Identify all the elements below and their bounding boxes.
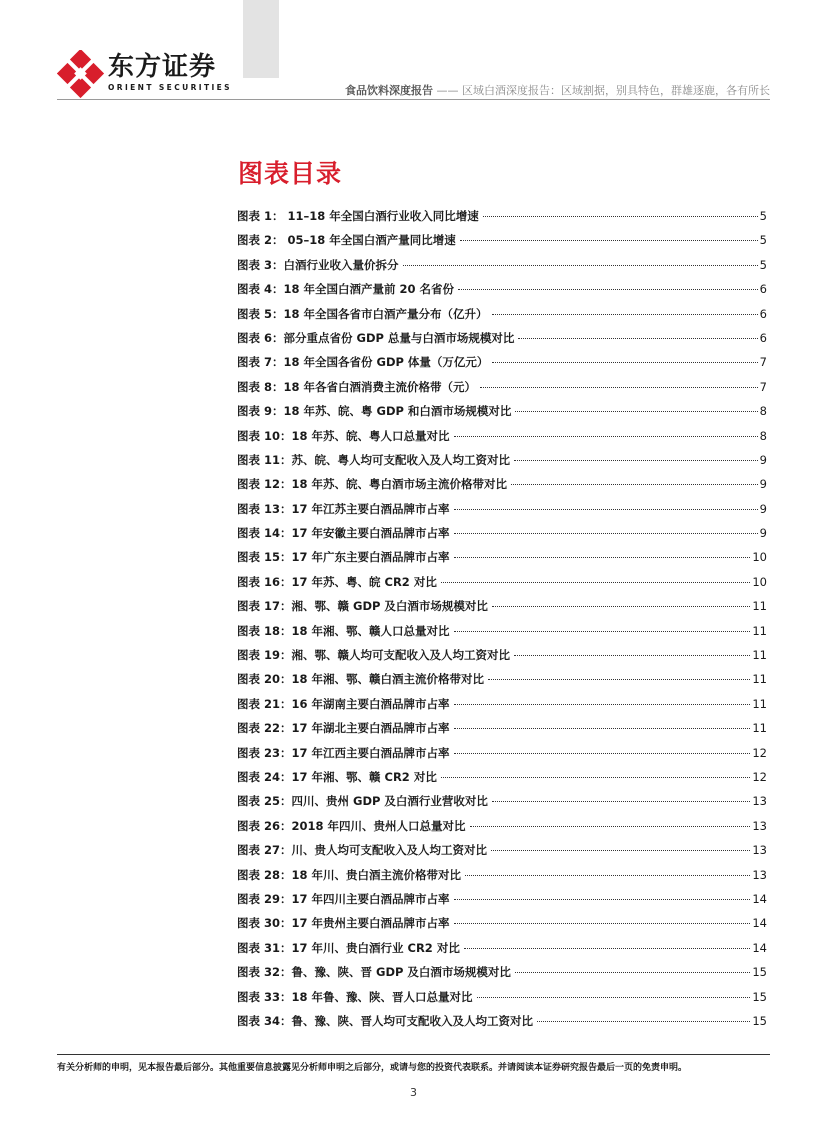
toc-entry-page: 13 <box>752 867 767 882</box>
toc-entry-page: 5 <box>759 209 767 223</box>
toc-entry[interactable] <box>237 745 767 769</box>
toc-dot-leader <box>464 948 751 949</box>
toc-dot-leader <box>454 704 751 705</box>
toc-dot-leader <box>460 240 758 241</box>
toc-entry-label: 图表 11：苏、皖、粤人均可支配收入及人均工资对比 <box>237 452 511 467</box>
toc-dot-leader <box>480 387 758 388</box>
toc-entry-label: 图表 6：部分重点省份 GDP 总量与白酒市场规模对比 <box>237 330 515 345</box>
toc-entry-label: 图表 19：湘、鄂、赣人均可支配收入及人均工资对比 <box>237 648 511 663</box>
toc-dot-leader <box>492 362 757 363</box>
toc-entry-page: 15 <box>752 1013 767 1028</box>
toc-entry-label: 图表 32：鲁、豫、陕、晋 GDP 及白酒市场规模对比 <box>237 965 511 980</box>
toc-entry-page: 10 <box>752 550 767 565</box>
toc-entry-page: 13 <box>752 794 767 809</box>
toc-entry-label: 图表 28：18 年川、贵白酒主流价格带对比 <box>237 867 462 882</box>
toc-entry-page: 8 <box>759 404 767 419</box>
toc-dot-leader <box>454 509 758 510</box>
toc-entry-label: 图表 14：17 年安徽主要白酒品牌市占率 <box>237 526 450 541</box>
toc-entry-label: 图表 26：2018 年四川、贵州人口总量对比 <box>237 818 466 833</box>
toc-entry[interactable] <box>237 647 767 671</box>
toc-entry[interactable] <box>237 501 767 525</box>
toc-entry-page: 7 <box>759 379 767 394</box>
toc-dot-leader <box>477 997 751 998</box>
toc-entry-label: 图表 15：17 年广东主要白酒品牌市占率 <box>237 550 450 565</box>
toc-dot-leader <box>454 923 751 924</box>
toc-entry-page: 6 <box>759 282 767 297</box>
toc-dot-leader <box>488 679 750 680</box>
toc-dot-leader <box>403 265 758 266</box>
toc-dot-leader <box>514 655 750 656</box>
logo <box>57 50 232 98</box>
toc-entry-page: 9 <box>759 526 767 541</box>
toc-entry[interactable] <box>237 940 767 964</box>
toc-entry-label: 图表 13：17 年江苏主要白酒品牌市占率 <box>237 501 450 516</box>
toc-entry[interactable] <box>237 379 767 403</box>
toc-entry-label: 图表 5：18 年全国各省市白酒产量分布（亿升） <box>237 306 488 321</box>
toc-entry[interactable] <box>237 769 767 793</box>
toc-entry[interactable] <box>237 452 767 476</box>
toc-entry-page: 13 <box>752 818 767 833</box>
toc-entry-label: 图表 23：17 年江西主要白酒品牌市占率 <box>237 745 450 760</box>
toc-entry-page: 11 <box>752 721 767 736</box>
orient-securities-logo-icon <box>57 50 105 98</box>
toc-entry-label: 图表 18：18 年湘、鄂、赣人口总量对比 <box>237 623 450 638</box>
toc-entry[interactable] <box>237 867 767 891</box>
toc-entry[interactable] <box>237 964 767 988</box>
toc-dot-leader <box>454 631 751 632</box>
toc-entry-page: 14 <box>752 916 767 931</box>
toc-entry-page: 11 <box>752 648 767 663</box>
toc-entry-label: 图表 24：17 年湘、鄂、赣 CR2 对比 <box>237 769 437 784</box>
toc-entry[interactable] <box>237 257 767 281</box>
toc-entry-page: 9 <box>759 452 767 467</box>
toc-dot-leader <box>515 411 757 412</box>
toc-entry[interactable] <box>237 623 767 647</box>
toc-entry[interactable] <box>237 306 767 330</box>
header-divider <box>57 99 770 100</box>
toc-entry-page: 11 <box>752 696 767 711</box>
toc-dot-leader <box>483 216 758 217</box>
toc-entry-page: 5 <box>759 257 767 272</box>
toc-entry-label: 图表 7：18 年全国各省份 GDP 体量（万亿元） <box>237 355 489 370</box>
toc-dot-leader <box>454 899 751 900</box>
header-separator: —— <box>436 84 459 97</box>
toc-entry[interactable] <box>237 354 767 378</box>
toc-dot-leader <box>518 338 757 339</box>
toc-entry[interactable] <box>237 1013 767 1037</box>
toc-dot-leader <box>441 582 751 583</box>
toc-entry-label: 图表 16：17 年苏、粤、皖 CR2 对比 <box>237 574 437 589</box>
toc-entry[interactable] <box>237 891 767 915</box>
header-decoration-bar <box>243 0 279 78</box>
toc-entry-page: 15 <box>752 965 767 980</box>
toc-entry-label: 图表 12：18 年苏、皖、粤白酒市场主流价格带对比 <box>237 477 508 492</box>
toc-entry[interactable] <box>237 818 767 842</box>
toc-entry-page: 14 <box>752 891 767 906</box>
toc-dot-leader <box>537 1021 750 1022</box>
toc-entry-label: 图表 22：17 年湖北主要白酒品牌市占率 <box>237 721 450 736</box>
toc-entry-page: 6 <box>759 306 767 321</box>
toc-entry[interactable] <box>237 525 767 549</box>
toc-entry-page: 12 <box>752 769 767 784</box>
toc-dot-leader <box>492 606 750 607</box>
toc-entry[interactable] <box>237 671 767 695</box>
toc-entry[interactable] <box>237 428 767 452</box>
toc-entry-label: 图表 25：四川、贵州 GDP 及白酒行业营收对比 <box>237 794 488 809</box>
toc-entry[interactable] <box>237 281 767 305</box>
toc-entry[interactable] <box>237 549 767 573</box>
toc-dot-leader <box>458 289 758 290</box>
toc-entry-page: 12 <box>752 745 767 760</box>
toc-entry-label: 图表 21：16 年湖南主要白酒品牌市占率 <box>237 696 450 711</box>
toc-entry-page: 11 <box>752 672 767 687</box>
report-header <box>345 82 770 98</box>
toc-entry[interactable] <box>237 793 767 817</box>
toc-entry-label: 图表 29：17 年四川主要白酒品牌市占率 <box>237 891 450 906</box>
toc-entry-page: 5 <box>759 233 767 248</box>
toc-dot-leader <box>515 972 750 973</box>
brand-name-en: ORIENT SECURITIES <box>108 83 232 92</box>
toc-entry-label: 图表 20：18 年湘、鄂、赣白酒主流价格带对比 <box>237 672 485 687</box>
toc-entry-page: 14 <box>752 940 767 955</box>
toc-entry[interactable] <box>237 232 767 256</box>
page-number: 3 <box>410 1086 417 1099</box>
toc-entry[interactable] <box>237 696 767 720</box>
toc-dot-leader <box>492 801 750 802</box>
toc-dot-leader <box>454 533 758 534</box>
toc-entry-page: 9 <box>759 477 767 492</box>
report-category: 食品饮料深度报告 <box>345 84 433 97</box>
toc-entry-page: 6 <box>759 330 767 345</box>
toc-entry[interactable] <box>237 330 767 354</box>
toc-entry-page: 15 <box>752 989 767 1004</box>
toc-entry-label: 图表 1： 11–18 年全国白酒行业收入同比增速 <box>237 209 479 223</box>
toc-entry-label: 图表 9：18 年苏、皖、粤 GDP 和白酒市场规模对比 <box>237 404 512 419</box>
toc-entry-label: 图表 8：18 年各省白酒消费主流价格带（元） <box>237 379 477 394</box>
toc-dot-leader <box>470 826 751 827</box>
toc-entry[interactable] <box>237 476 767 500</box>
toc-dot-leader <box>511 484 758 485</box>
toc-entry-label: 图表 33：18 年鲁、豫、陕、晋人口总量对比 <box>237 989 473 1004</box>
toc-dot-leader <box>465 875 750 876</box>
footer-disclaimer: 有关分析师的申明，见本报告最后部分。其他重要信息披露见分析师申明之后部分，或请与您的投资代表联系。并请阅读本证券研究报告最后一页的免责申明。 <box>57 1063 688 1073</box>
toc-entry-label: 图表 31：17 年川、贵白酒行业 CR2 对比 <box>237 940 460 955</box>
footer-divider <box>57 1054 770 1055</box>
toc-entry[interactable] <box>237 842 767 866</box>
toc-entry-label: 图表 27：川、贵人均可支配收入及人均工资对比 <box>237 843 488 858</box>
toc-entry[interactable] <box>237 574 767 598</box>
toc-entry[interactable] <box>237 720 767 744</box>
toc-entry-page: 7 <box>759 355 767 370</box>
toc-entry-page: 9 <box>759 501 767 516</box>
toc-dot-leader <box>441 777 751 778</box>
toc-entry[interactable] <box>237 403 767 427</box>
toc-dot-leader <box>454 728 751 729</box>
toc-entry[interactable] <box>237 989 767 1013</box>
toc-entry[interactable] <box>237 915 767 939</box>
toc-entry-page: 11 <box>752 623 767 638</box>
toc-dot-leader <box>492 314 758 315</box>
toc-entry-page: 10 <box>752 574 767 589</box>
toc-entry[interactable] <box>237 208 767 232</box>
toc-dot-leader <box>454 753 751 754</box>
brand-name-cn: 东方证券 <box>108 52 217 82</box>
toc-entry-label: 图表 30：17 年贵州主要白酒品牌市占率 <box>237 916 450 931</box>
toc-dot-leader <box>514 460 758 461</box>
report-title: 区域白酒深度报告：区域割据，别具特色，群雄逐鹿，各有所长 <box>462 84 770 97</box>
toc-entry-label: 图表 3：白酒行业收入量价拆分 <box>237 257 399 272</box>
toc-entry-label: 图表 17：湘、鄂、赣 GDP 及白酒市场规模对比 <box>237 599 488 614</box>
toc-entry-page: 8 <box>759 428 767 443</box>
section-title: 图表目录 <box>238 159 343 188</box>
toc-entry-label: 图表 4：18 年全国白酒产量前 20 名省份 <box>237 282 455 297</box>
toc-entry-page: 13 <box>752 843 767 858</box>
toc-dot-leader <box>491 850 750 851</box>
toc-entry-page: 11 <box>752 599 767 614</box>
toc-entry-label: 图表 34：鲁、豫、陕、晋人均可支配收入及人均工资对比 <box>237 1013 534 1028</box>
toc-entry-label: 图表 2： 05–18 年全国白酒产量同比增速 <box>237 233 456 248</box>
toc-dot-leader <box>454 436 758 437</box>
toc-entry[interactable] <box>237 598 767 622</box>
toc-entry-label: 图表 10：18 年苏、皖、粤人口总量对比 <box>237 428 450 443</box>
toc-dot-leader <box>454 557 751 558</box>
table-of-figures <box>237 208 767 1037</box>
